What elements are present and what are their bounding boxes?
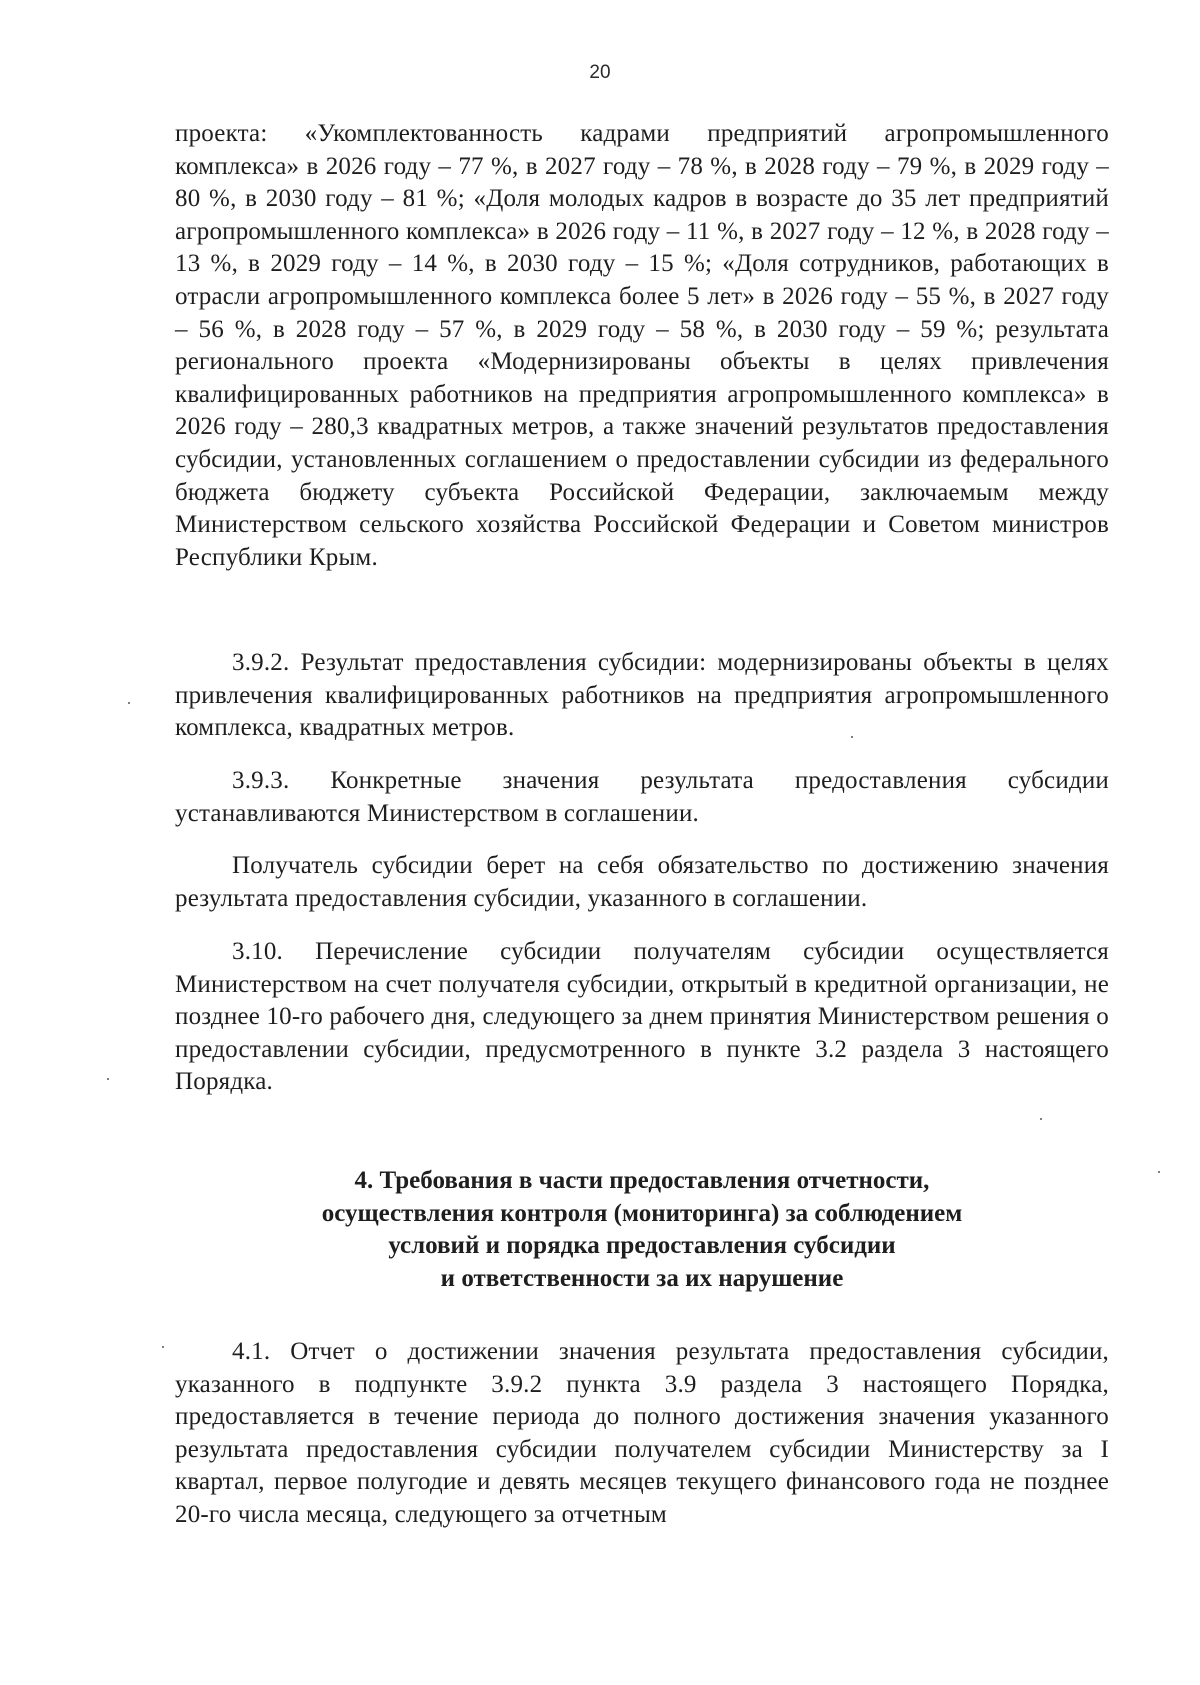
paragraph-project-indicators: проекта: «Укомплектованность кадрами предприятий агропромышленного комплекса» в 2026 году – 77 %, в 2027 году – 78 %, в 2028 году – 79 %, в 2029 году – 80 %, в 2030 году – 81 %; «Доля молодых кадров в возрасте до 35 лет предприятий агропромышленного комплекса» в 2026 году – 11 %, в 2027 году – 12 %, в 2028 году – 13 %, в 2029 году – 14 %, в 2030 году – 15 %; «Доля сотрудников, работающих в отрасли агропромышленного комплекса более 5 лет» в 2026 году – 55 %, в 2027 году – 56 %, в 2028 году – 57 %, в 2029 году – 58 %, в 2030 году – 59 %; результата регионального проекта «Модернизированы объекты в целях привлечения квалифицированных работников на предприятия агропромышленного комплекса» в 2026 году – 280,3 квадратных метров, а также значений результатов предоставления субсидии, установленных соглашением о предоставлении субсидии из федерального бюджета бюджету субъекта Российской Федерации, заключаемым между Министерством сельского хозяйства Российской Федерации и Советом министров Республики Крым. bbox=[175, 120, 1109, 571]
scan-speck bbox=[1040, 1118, 1042, 1120]
scan-speck bbox=[1158, 1171, 1160, 1173]
scan-speck bbox=[128, 702, 130, 704]
scan-speck bbox=[107, 1078, 109, 1080]
scan-speck bbox=[851, 736, 853, 738]
paragraph-3-9-2: 3.9.2. Результат предоставления субсидии: модернизированы объекты в целях привлечения квалифицированных работников на предприятия агропромышленного комплекса, квадратных метров. bbox=[175, 649, 1109, 742]
section-4-heading bbox=[175, 1165, 1109, 1295]
section-heading-line: осуществления контроля (мониторинга) за соблюдением bbox=[321, 1199, 963, 1227]
paragraph-3-9-3: 3.9.3. Конкретные значения результата предоставления субсидии устанавливаются Министерством в соглашении. bbox=[175, 767, 1109, 827]
paragraph-recipient-obligation: Получатель субсидии берет на себя обязательство по достижению значения результата предоставления субсидии, указанного в соглашении. bbox=[175, 852, 1109, 912]
scan-speck bbox=[162, 1346, 164, 1348]
section-heading-line: 4. Требования в части предоставления отчетности, bbox=[354, 1167, 930, 1194]
section-heading-line: условий и порядка предоставления субсидии bbox=[388, 1232, 896, 1259]
paragraph-4-1: 4.1. Отчет о достижении значения результата предоставления субсидии, указанного в подпункте 3.9.2 пункта 3.9 раздела 3 настоящего Порядка, предоставляется в течение периода до полного достижения значения указанного результата предоставления субсидии получателем субсидии Министерству за I квартал, первое полугодие и девять месяцев текущего финансового года не позднее 20-го числа месяца, следующего за отчетным bbox=[175, 1338, 1109, 1528]
paragraph-3-10: 3.10. Перечисление субсидии получателям субсидии осуществляется Министерством на счет получателя субсидии, открытый в кредитной организации, не позднее 10-го рабочего дня, следующего за днем принятия Министерством решения о предоставлении субсидии, предусмотренного в пункте 3.2 раздела 3 настоящего Порядка. bbox=[175, 938, 1109, 1096]
section-heading-line: и ответственности за их нарушение bbox=[440, 1264, 844, 1292]
page-number: 20 bbox=[589, 62, 611, 83]
